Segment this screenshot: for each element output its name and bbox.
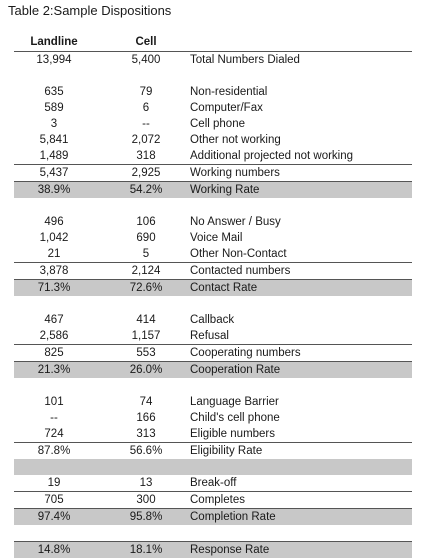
label-cell: Additional projected not working [190,150,354,162]
landline-cell: 13,994 [36,54,72,66]
landline-cell: 2,586 [39,330,69,342]
cell-cell: 106 [136,216,156,228]
table-body [14,52,412,558]
landline-cell: 21 [47,248,61,260]
cell-cell: 414 [136,314,156,326]
landline-cell: 5,841 [39,134,69,146]
table-row [14,116,412,132]
landline-cell: 19 [47,477,61,489]
spacer-row [14,378,412,394]
table-row [14,344,412,361]
label-cell: Response Rate [190,544,270,556]
dispositions-table [14,33,412,558]
landline-cell: 3 [50,118,58,130]
table-title: Table 2:Sample Dispositions [8,3,172,18]
cell-cell: 74 [139,396,153,408]
table-row [14,214,412,230]
label-cell: Child's cell phone [190,412,280,424]
spacer-row [14,525,412,541]
cell-cell: 2,072 [131,134,161,146]
label-cell: Non-residential [190,86,268,98]
label-cell: Completion Rate [190,511,276,523]
table-row [14,148,412,164]
landline-cell: 589 [44,102,64,114]
table-row [14,410,412,426]
landline-cell: 101 [44,396,64,408]
label-cell: Other Non-Contact [190,248,287,260]
cell-cell: -- [142,118,150,130]
landline-cell: 1,489 [39,150,69,162]
landline-cell: 5,437 [39,167,69,179]
cell-cell: 95.8% [129,511,163,523]
table-row [14,246,412,262]
spacer-row [14,296,412,312]
table-row [14,508,412,525]
cell-cell: 72.6% [129,282,163,294]
table-row [14,426,412,442]
table-row [14,361,412,378]
label-cell: Contacted numbers [190,265,291,277]
cell-cell: 56.6% [129,445,163,457]
cell-cell: 313 [136,428,156,440]
label-cell: Working Rate [190,184,260,196]
label-cell: Callback [190,314,235,326]
spacer-row [14,198,412,214]
table-row [14,262,412,279]
table-row [14,541,412,558]
landline-cell: 705 [44,494,64,506]
cell-cell: 553 [136,347,156,359]
table-row [14,491,412,508]
table-row [14,164,412,181]
landline-cell: 635 [44,86,64,98]
cell-cell: 1,157 [131,330,161,342]
landline-cell: 87.8% [37,445,71,457]
cell-cell: 6 [142,102,150,114]
cell-cell: 2,124 [131,265,161,277]
cell-cell: 300 [136,494,156,506]
header-landline: Landline [30,36,78,48]
label-cell: Total Numbers Dialed [190,54,300,66]
cell-cell: 18.1% [129,544,163,556]
label-cell: Working numbers [190,167,280,179]
label-cell: Cooperating numbers [190,347,301,359]
label-cell: Break-off [190,477,237,489]
cell-cell: 54.2% [129,184,163,196]
table-row [14,52,412,68]
landline-cell: 38.9% [37,184,71,196]
table-row [14,312,412,328]
table-row [14,279,412,296]
label-cell: Contact Rate [190,282,258,294]
table-row [14,84,412,100]
table-row [14,459,412,475]
table-row [14,181,412,198]
landline-cell: 3,878 [39,265,69,277]
header-cell: Cell [135,36,157,48]
cell-cell: 318 [136,150,156,162]
table-row [14,328,412,344]
table-row [14,442,412,459]
landline-cell: -- [50,412,58,424]
cell-cell: 166 [136,412,156,424]
landline-cell: 14.8% [37,544,71,556]
table-row [14,132,412,148]
landline-cell: 825 [44,347,64,359]
cell-cell: 5 [142,248,150,260]
table-row [14,100,412,116]
landline-cell: 467 [44,314,64,326]
cell-cell: 79 [139,86,153,98]
table-header [14,33,412,52]
spacer-row [14,68,412,84]
label-cell: Other not working [190,134,281,146]
landline-cell: 724 [44,428,64,440]
label-cell: Eligible numbers [190,428,276,440]
label-cell: Refusal [190,330,229,342]
cell-cell: 13 [139,477,153,489]
cell-cell: 2,925 [131,167,161,179]
label-cell: Eligibility Rate [190,445,263,457]
label-cell: No Answer / Busy [190,216,281,228]
cell-cell: 690 [136,232,156,244]
landline-cell: 97.4% [37,511,71,523]
table-row [14,230,412,246]
label-cell: Cell phone [190,118,245,130]
label-cell: Language Barrier [190,396,279,408]
label-cell: Completes [190,494,245,506]
table-row [14,394,412,410]
label-cell: Voice Mail [190,232,243,244]
landline-cell: 71.3% [37,282,71,294]
label-cell: Cooperation Rate [190,364,281,376]
landline-cell: 21.3% [37,364,71,376]
cell-cell: 26.0% [129,364,163,376]
table-row [14,475,412,491]
landline-cell: 1,042 [39,232,69,244]
cell-cell: 5,400 [131,54,161,66]
label-cell: Computer/Fax [190,102,263,114]
landline-cell: 496 [44,216,64,228]
